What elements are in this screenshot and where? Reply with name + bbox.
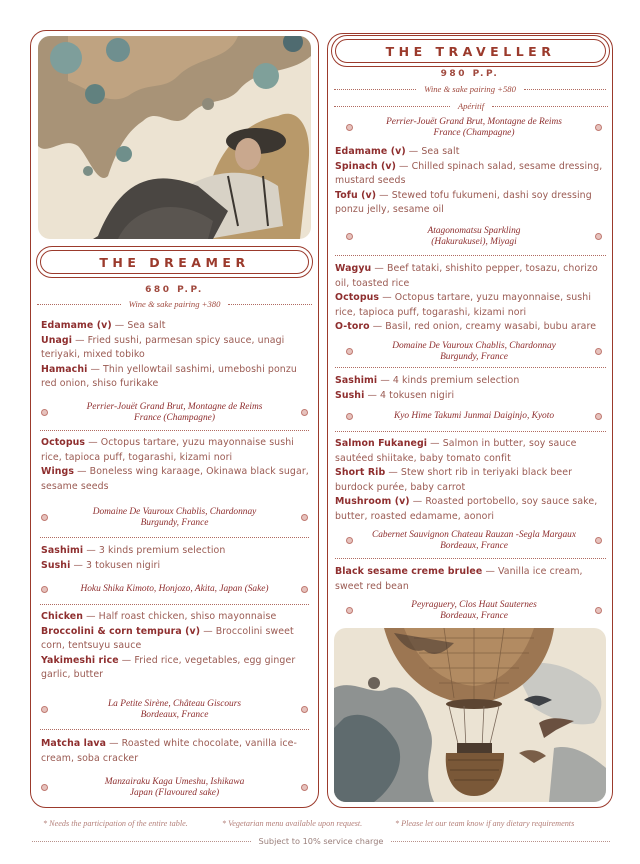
menu-item [335,320,606,335]
item-description: — Stewed tofu fukumeni, dashi soy dressing ponzu jelly, sesame oil [335,189,592,216]
bullet-icon [41,586,48,593]
section-divider [335,558,606,559]
section-divider [335,431,606,432]
menu-item [335,466,606,495]
traveller-pairing-1 [346,226,602,247]
item-description: — Roasted white chocolate, vanilla ice-cream, soba cracker [41,738,298,764]
dreamer-pairing-divider [37,299,312,309]
bullet-icon [595,233,602,240]
section-divider [40,729,309,730]
menu-item [41,436,310,465]
item-name: Octopus [335,292,380,304]
dreamer-course-3 [41,544,310,573]
traveller-illustration [334,628,606,802]
pairing-line-2: (Hakurakusei), Miyagi [431,236,517,247]
item-name: O-toro [335,321,370,333]
pairing-wine [48,699,301,720]
item-name: Sashimi [335,375,378,386]
traveller-pairing-2 [346,341,602,362]
item-description: — Roasted portobello, soy sauce sake, butter, roasted edamame, aonori [335,496,598,522]
section-divider [40,604,309,605]
bullet-icon [301,706,308,713]
item-description: — 4 tokusen nigiri [364,389,455,401]
dotted-rule [37,304,121,305]
pairing-line-1: Hoku Shika Kimoto, Honjozo, Akita, Japan (Sake) [80,584,269,594]
pairing-line-2: Bordeaux, France [440,610,508,621]
bullet-icon [301,586,308,593]
item-description: — Octopus tartare, yuzu mayonnaise, sushi rice, tapioca puff, togarashi, kizami nori [335,292,592,318]
bullet-icon [595,537,602,544]
item-description: — Broccolini sweet corn, tentsuyu sauce [41,625,294,652]
dreamer-price: 680 P.P. [145,285,204,295]
pairing-line-2: Burgundy, France [440,351,508,362]
traveller-title: THE TRAVELLER [335,39,606,63]
dotted-rule [32,841,251,842]
item-name: Matcha lava [41,738,107,749]
aperitif-label: Apéritif [457,101,485,111]
traveller-course-2 [335,262,606,335]
traveller-course-4 [335,437,606,525]
item-name: Wings [41,466,75,478]
traveller-pairing-3 [346,411,602,422]
menu-item [41,319,310,334]
dotted-rule [334,106,450,107]
traveller-pairing-5 [346,600,602,621]
traveller-pairing-price: Wine & sake pairing +580 [424,84,516,94]
dreamer-course-5 [41,737,310,766]
bullet-icon [346,124,353,131]
pairing-line-1: Atagonomatsu Sparkling [427,226,521,236]
bullet-icon [346,607,353,614]
section-divider [335,367,606,368]
menu-item [41,544,310,559]
menu-item [335,189,606,218]
menu-item [41,363,310,392]
section-divider [335,255,606,256]
dreamer-menu-card [30,30,319,808]
item-description: — Basil, red onion, creamy wasabi, bubu arare [369,321,597,333]
menu-item [335,291,606,320]
item-name: Mushroom (v) [335,496,410,508]
item-description: — Sea salt [111,320,166,331]
footnote-dietary: * Please let our team know if any dietary requirements [395,819,575,828]
pairing-line-1: Perrier-Jouët Grand Brut, Montagne de Reims [86,402,263,412]
pairing-wine [48,584,301,595]
menu-item [41,610,310,625]
bullet-icon [301,514,308,521]
item-name: Yakimeshi rice [41,654,119,666]
pairing-line-1: Cabernet Sauvignon Chateau Rauzan -Segla Margaux [371,530,577,540]
menu-item [41,654,310,683]
dreamer-title-banner [36,246,313,278]
traveller-course-5 [335,565,606,594]
item-name: Spinach (v) [335,160,396,172]
bullet-icon [346,537,353,544]
dotted-rule [391,841,610,842]
pairing-wine [353,600,595,621]
item-name: Salmon Fukanegi [335,438,428,449]
bullet-icon [595,413,602,420]
item-description: — Beef tataki, shishito pepper, tosazu, chorizo oil, toasted rice [335,263,598,289]
item-name: Unagi [41,334,73,346]
dreamer-course-4 [41,610,310,683]
service-charge-note: Subject to 10% service charge [258,836,384,846]
pairing-wine [353,341,595,362]
dotted-rule [524,89,606,90]
item-description: — 4 kinds premium selection [377,375,520,386]
item-description: — Vanilla ice cream, sweet red bean [335,566,583,592]
menu-item [335,389,606,404]
pairing-wine [353,411,595,422]
item-description: — Thin yellowtail sashimi, umeboshi ponzu red onion, shiso furikake [41,363,297,390]
item-name: Tofu (v) [335,189,377,201]
pairing-line-2: Japan (Flavoured sake) [129,787,220,798]
traveller-pairing-4 [346,530,602,551]
dotted-rule [228,304,312,305]
pairing-wine [353,117,595,138]
menu-item [41,625,310,654]
item-description: — Chilled spinach salad, sesame dressing, mustard seeds [335,160,603,187]
bullet-icon [346,413,353,420]
item-description: — Octopus tartare, yuzu mayonnaise sushi rice, tapioca puff, togarashi, kizami nori [41,437,294,463]
dreamer-course-1 [41,319,310,392]
bullet-icon [301,784,308,791]
item-description: — Salmon in butter, soy sauce sautéed shiitake, baby tomato confit [335,438,577,464]
dreamer-pairing-1 [41,402,308,423]
bullet-icon [595,348,602,355]
dotted-rule [492,106,608,107]
bullet-icon [41,514,48,521]
pairing-line-2: France (Champagne) [433,127,515,138]
bullet-icon [595,607,602,614]
menu-item [335,160,606,189]
traveller-course-1 [335,145,606,218]
menu-item [335,437,606,466]
traveller-title-banner [331,35,610,67]
traveller-image [334,628,606,802]
bullet-icon [595,124,602,131]
item-description: — Stew short rib in teriyaki black beer burdock purée, baby carrot [335,467,573,493]
menu-item [335,495,606,524]
service-charge-row [32,836,610,846]
aperitif-pairing [346,117,602,138]
item-description: — 3 kinds premium selection [83,545,226,556]
item-name: Short Rib [335,467,386,479]
item-name: Wagyu [335,263,372,274]
item-name: Hamachi [41,363,88,375]
footnote-vegetarian: * Vegetarian menu available upon request. [222,819,363,828]
bullet-icon [41,706,48,713]
menu-item [41,334,310,363]
item-name: Sushi [335,389,365,401]
pairing-line-1: Domaine De Vauroux Chablis, Chardonnay [92,507,257,517]
section-divider [40,430,309,431]
menu-item [335,374,606,389]
item-name: Broccolini & corn tempura (v) [41,625,201,637]
menu-item [41,559,310,574]
item-description: — 3 tokusen nigiri [70,559,161,571]
dreamer-pairing-4 [41,699,308,720]
pairing-line-2: Bordeaux, France [440,540,508,551]
item-name: Black sesame creme brulee [335,566,483,577]
dreamer-course-2 [41,436,310,494]
traveller-course-3 [335,374,606,403]
bullet-icon [301,409,308,416]
bullet-icon [346,348,353,355]
traveller-price: 980 P.P. [440,69,500,79]
menu-item [335,145,606,160]
menu-item [41,737,310,766]
pairing-line-1: Kyo Hime Takumi Junmai Daiginjo, Kyoto [393,411,555,421]
item-description: — Half roast chicken, shiso mayonnaise [83,611,277,622]
item-description: — Fried sushi, parmesan spicy sauce, unagi teriyaki, mixed tobiko [41,334,285,361]
dreamer-image [38,36,311,239]
dotted-rule [334,89,416,90]
item-name: Edamame (v) [335,146,406,157]
menu-item [335,565,606,594]
dreamer-pairing-5 [41,777,308,798]
pairing-line-1: La Petite Sirène, Château Giscours [107,699,242,709]
pairing-wine [48,777,301,798]
bullet-icon [346,233,353,240]
item-description: — Boneless wing karaage, Okinawa black sugar, sesame seeds [41,466,309,492]
item-description: — Sea salt [405,146,460,157]
pairing-line-2: Burgundy, France [140,517,209,528]
pairing-wine [48,507,301,528]
dreamer-pairing-3 [41,584,308,595]
menu-item [335,262,606,291]
pairing-line-2: France (Champagne) [134,412,215,423]
pairing-line-1: Perrier-Jouët Grand Brut, Montagne de Reims [386,117,562,127]
pairing-line-1: Peyraguery, Clos Haut Sauternes [411,600,537,610]
item-description: — Fried rice, vegetables, egg ginger garlic, butter [41,654,296,681]
traveller-menu-card [327,33,613,808]
item-name: Edamame (v) [41,320,112,331]
pairing-wine [353,530,595,551]
footnote-entire-table: * Needs the participation of the entire table. [43,819,188,828]
bullet-icon [41,409,48,416]
item-name: Octopus [41,437,86,448]
item-name: Chicken [41,611,84,622]
pairing-wine [48,402,301,423]
dreamer-pairing-price: Wine & sake pairing +380 [128,299,221,309]
aperitif-divider [334,101,608,111]
traveller-pairing-divider [334,84,606,94]
item-name: Sushi [41,559,71,571]
pairing-line-1: Manzairaku Kaga Umeshu, Ishikawa [104,777,245,787]
pairing-line-1: Domaine De Vauroux Chablis, Chardonnay [392,341,556,351]
dreamer-illustration [38,36,311,239]
item-name: Sashimi [41,545,84,556]
pairing-wine [353,226,595,247]
dreamer-pairing-2 [41,507,308,528]
section-divider [40,537,309,538]
menu-item [41,465,310,494]
pairing-line-2: Bordeaux, France [140,709,209,720]
bullet-icon [41,784,48,791]
dreamer-title: THE DREAMER [40,250,309,274]
